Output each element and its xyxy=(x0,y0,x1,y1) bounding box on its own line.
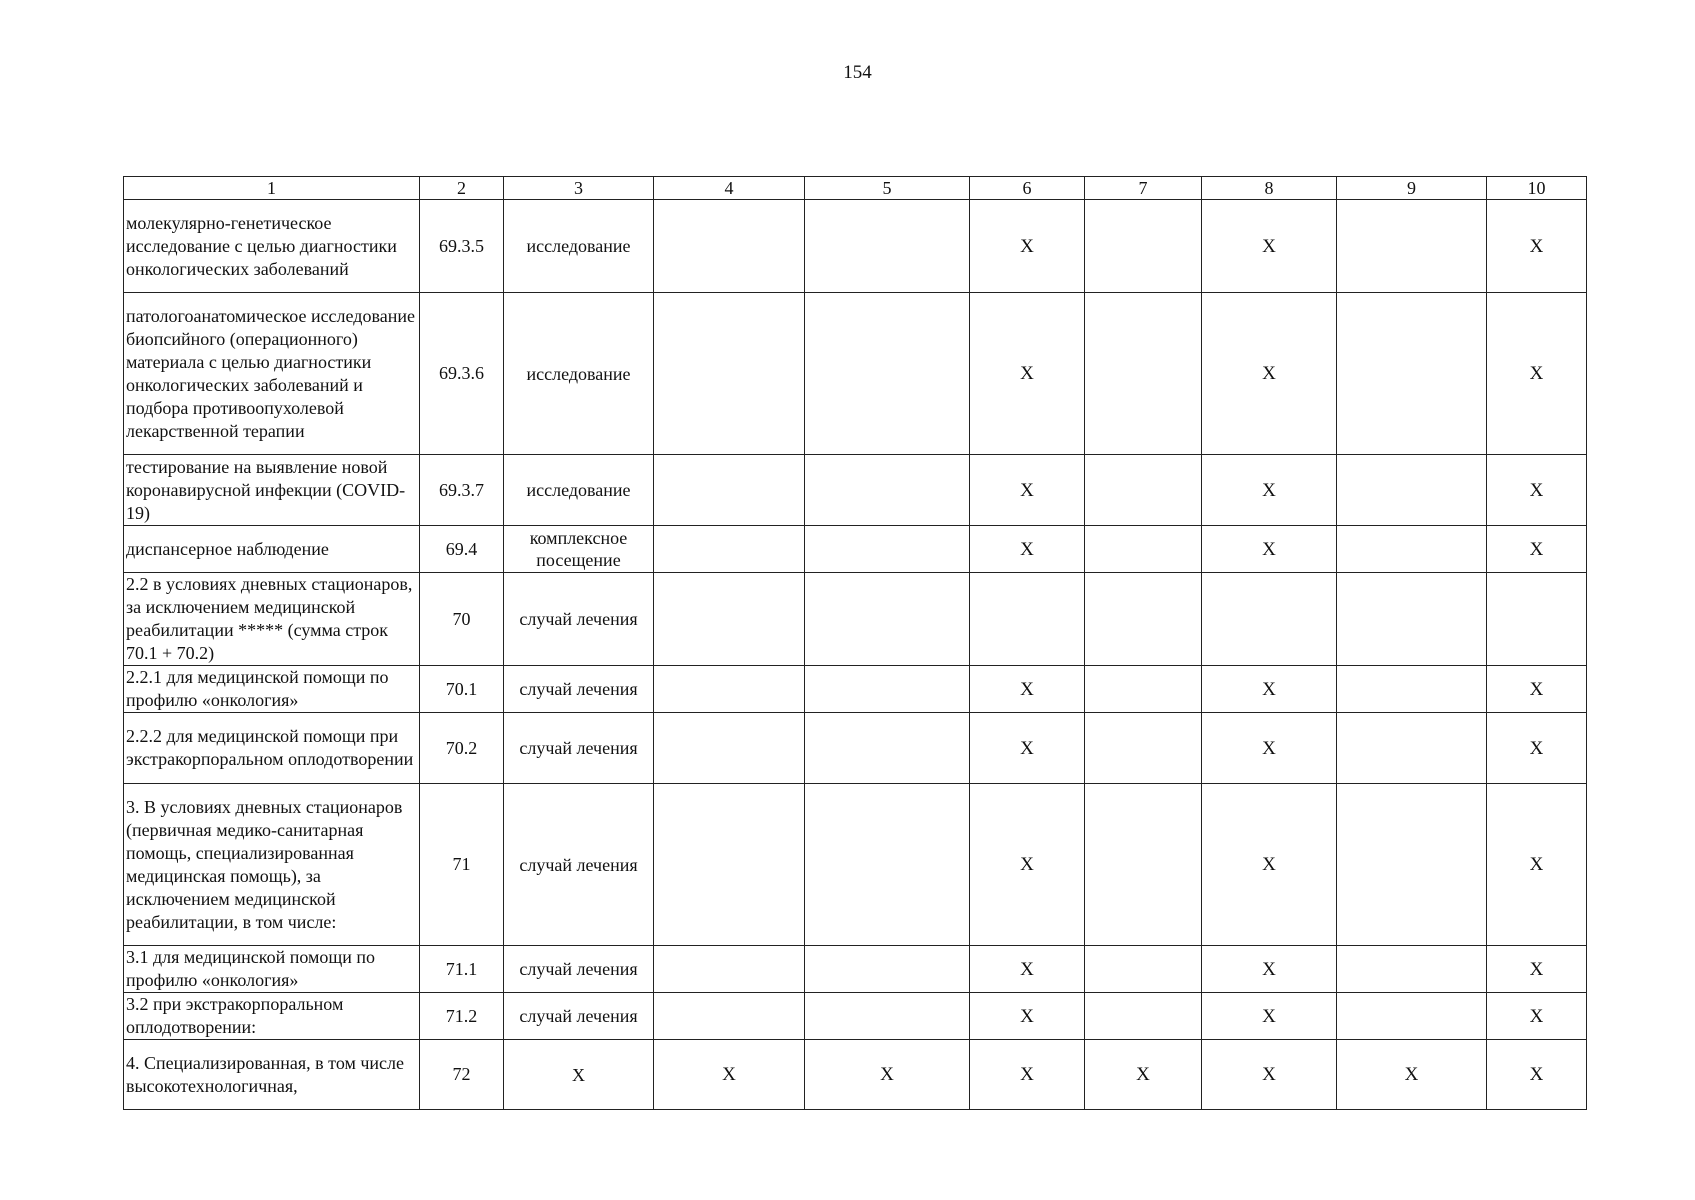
row-name: 2.2.2 для медицинской помощи при экстракорпоральном оплодотворении xyxy=(124,713,420,784)
row-code: 70.1 xyxy=(420,666,504,713)
row-unit: случай лечения xyxy=(504,713,654,784)
column-header: 1 xyxy=(124,177,420,200)
table-row xyxy=(124,666,1587,713)
row-cell xyxy=(654,200,805,293)
row-code: 71 xyxy=(420,784,504,946)
row-cell xyxy=(1085,526,1202,573)
row-cell xyxy=(805,200,970,293)
row-cell xyxy=(1337,455,1487,526)
row-cell xyxy=(654,946,805,993)
row-cell xyxy=(805,293,970,455)
row-cell: X xyxy=(970,526,1085,573)
row-code: 69.3.5 xyxy=(420,200,504,293)
row-cell: X xyxy=(1487,784,1587,946)
row-code: 72 xyxy=(420,1040,504,1110)
row-code: 69.4 xyxy=(420,526,504,573)
row-cell: X xyxy=(1202,713,1337,784)
table-row xyxy=(124,946,1587,993)
row-cell xyxy=(1202,573,1337,666)
row-cell: X xyxy=(970,200,1085,293)
row-cell: X xyxy=(970,293,1085,455)
row-cell xyxy=(805,573,970,666)
column-header: 2 xyxy=(420,177,504,200)
row-cell: X xyxy=(805,1040,970,1110)
row-cell xyxy=(1337,666,1487,713)
column-header: 5 xyxy=(805,177,970,200)
table-row xyxy=(124,526,1587,573)
table-row xyxy=(124,713,1587,784)
row-code: 71.1 xyxy=(420,946,504,993)
column-header: 8 xyxy=(1202,177,1337,200)
row-name: тестирование на выявление новой коронавирусной инфекции (COVID-19) xyxy=(124,455,420,526)
table-row xyxy=(124,784,1587,946)
column-header: 4 xyxy=(654,177,805,200)
row-cell xyxy=(970,573,1085,666)
row-cell xyxy=(1085,293,1202,455)
column-header: 3 xyxy=(504,177,654,200)
row-cell: X xyxy=(1487,200,1587,293)
row-cell xyxy=(1337,946,1487,993)
row-cell xyxy=(654,784,805,946)
row-cell: X xyxy=(1202,993,1337,1040)
row-code: 69.3.6 xyxy=(420,293,504,455)
row-cell xyxy=(805,784,970,946)
row-cell xyxy=(1337,526,1487,573)
table-row xyxy=(124,573,1587,666)
row-cell: X xyxy=(970,1040,1085,1110)
row-cell: X xyxy=(1202,946,1337,993)
row-cell xyxy=(1337,200,1487,293)
row-name: 4. Специализированная, в том числе высокотехнологичная, xyxy=(124,1040,420,1110)
row-code: 71.2 xyxy=(420,993,504,1040)
row-cell: X xyxy=(1202,526,1337,573)
row-unit: случай лечения xyxy=(504,993,654,1040)
row-unit: исследование xyxy=(504,200,654,293)
row-cell: X xyxy=(1202,784,1337,946)
row-cell xyxy=(1085,946,1202,993)
row-unit: X xyxy=(504,1040,654,1110)
row-unit: случай лечения xyxy=(504,573,654,666)
row-cell xyxy=(654,526,805,573)
row-code: 70.2 xyxy=(420,713,504,784)
row-cell xyxy=(805,455,970,526)
row-cell xyxy=(1337,293,1487,455)
row-cell: X xyxy=(1202,200,1337,293)
row-code: 69.3.7 xyxy=(420,455,504,526)
header-row xyxy=(124,177,1587,200)
row-cell: X xyxy=(1487,713,1587,784)
row-cell xyxy=(1337,573,1487,666)
row-cell xyxy=(805,666,970,713)
row-cell xyxy=(654,293,805,455)
row-cell: X xyxy=(970,993,1085,1040)
row-unit: комплексное посещение xyxy=(504,526,654,573)
row-name: 2.2 в условиях дневных стационаров, за исключением медицинской реабилитации ***** (сумма строк 70.1 + 70.2) xyxy=(124,573,420,666)
table-row xyxy=(124,200,1587,293)
row-cell: X xyxy=(1487,946,1587,993)
row-cell xyxy=(1085,455,1202,526)
row-cell: X xyxy=(970,455,1085,526)
row-cell: X xyxy=(1202,1040,1337,1110)
row-cell xyxy=(1337,713,1487,784)
row-name: 3.1 для медицинской помощи по профилю «онкология» xyxy=(124,946,420,993)
row-cell: X xyxy=(1487,1040,1587,1110)
row-cell xyxy=(1085,713,1202,784)
row-cell xyxy=(1085,200,1202,293)
row-cell: X xyxy=(970,946,1085,993)
row-cell xyxy=(1337,784,1487,946)
row-name: 3. В условиях дневных стационаров (первичная медико-санитарная помощь, специализированная медицинская помощь), за исключением медицинской реабилитации, в том числе: xyxy=(124,784,420,946)
row-cell xyxy=(805,993,970,1040)
page-number: 154 xyxy=(843,62,872,83)
table-row xyxy=(124,993,1587,1040)
row-cell xyxy=(654,713,805,784)
row-cell: X xyxy=(1487,455,1587,526)
row-cell: X xyxy=(1487,293,1587,455)
row-cell: X xyxy=(1202,455,1337,526)
row-cell: X xyxy=(970,713,1085,784)
row-unit: исследование xyxy=(504,293,654,455)
row-code: 70 xyxy=(420,573,504,666)
row-cell xyxy=(805,526,970,573)
row-cell: X xyxy=(1337,1040,1487,1110)
row-cell: X xyxy=(654,1040,805,1110)
row-cell: X xyxy=(1487,666,1587,713)
row-name: диспансерное наблюдение xyxy=(124,526,420,573)
row-cell: X xyxy=(1085,1040,1202,1110)
row-unit: случай лечения xyxy=(504,666,654,713)
row-cell xyxy=(654,666,805,713)
row-cell: X xyxy=(1487,993,1587,1040)
table-row xyxy=(124,293,1587,455)
data-table xyxy=(123,176,1587,1110)
row-cell xyxy=(1487,573,1587,666)
row-cell: X xyxy=(1202,666,1337,713)
row-cell: X xyxy=(1202,293,1337,455)
row-cell: X xyxy=(1487,526,1587,573)
row-cell xyxy=(654,455,805,526)
row-unit: случай лечения xyxy=(504,784,654,946)
row-unit: случай лечения xyxy=(504,946,654,993)
column-header: 7 xyxy=(1085,177,1202,200)
table-row xyxy=(124,1040,1587,1110)
row-name: молекулярно-генетическое исследование с целью диагностики онкологических заболеваний xyxy=(124,200,420,293)
row-name: 2.2.1 для медицинской помощи по профилю «онкология» xyxy=(124,666,420,713)
row-name: патологоанатомическое исследование биопсийного (операционного) материала с целью диагностики онкологических заболеваний и подбора противоопухолевой лекарственной терапии xyxy=(124,293,420,455)
row-cell xyxy=(654,573,805,666)
row-cell xyxy=(654,993,805,1040)
row-unit: исследование xyxy=(504,455,654,526)
row-cell: X xyxy=(970,666,1085,713)
row-cell xyxy=(805,946,970,993)
column-header: 9 xyxy=(1337,177,1487,200)
table-row xyxy=(124,455,1587,526)
column-header: 10 xyxy=(1487,177,1587,200)
row-name: 3.2 при экстракорпоральном оплодотворении: xyxy=(124,993,420,1040)
row-cell xyxy=(805,713,970,784)
column-header: 6 xyxy=(970,177,1085,200)
row-cell xyxy=(1085,784,1202,946)
row-cell: X xyxy=(970,784,1085,946)
row-cell xyxy=(1085,666,1202,713)
row-cell xyxy=(1085,993,1202,1040)
row-cell xyxy=(1337,993,1487,1040)
row-cell xyxy=(1085,573,1202,666)
